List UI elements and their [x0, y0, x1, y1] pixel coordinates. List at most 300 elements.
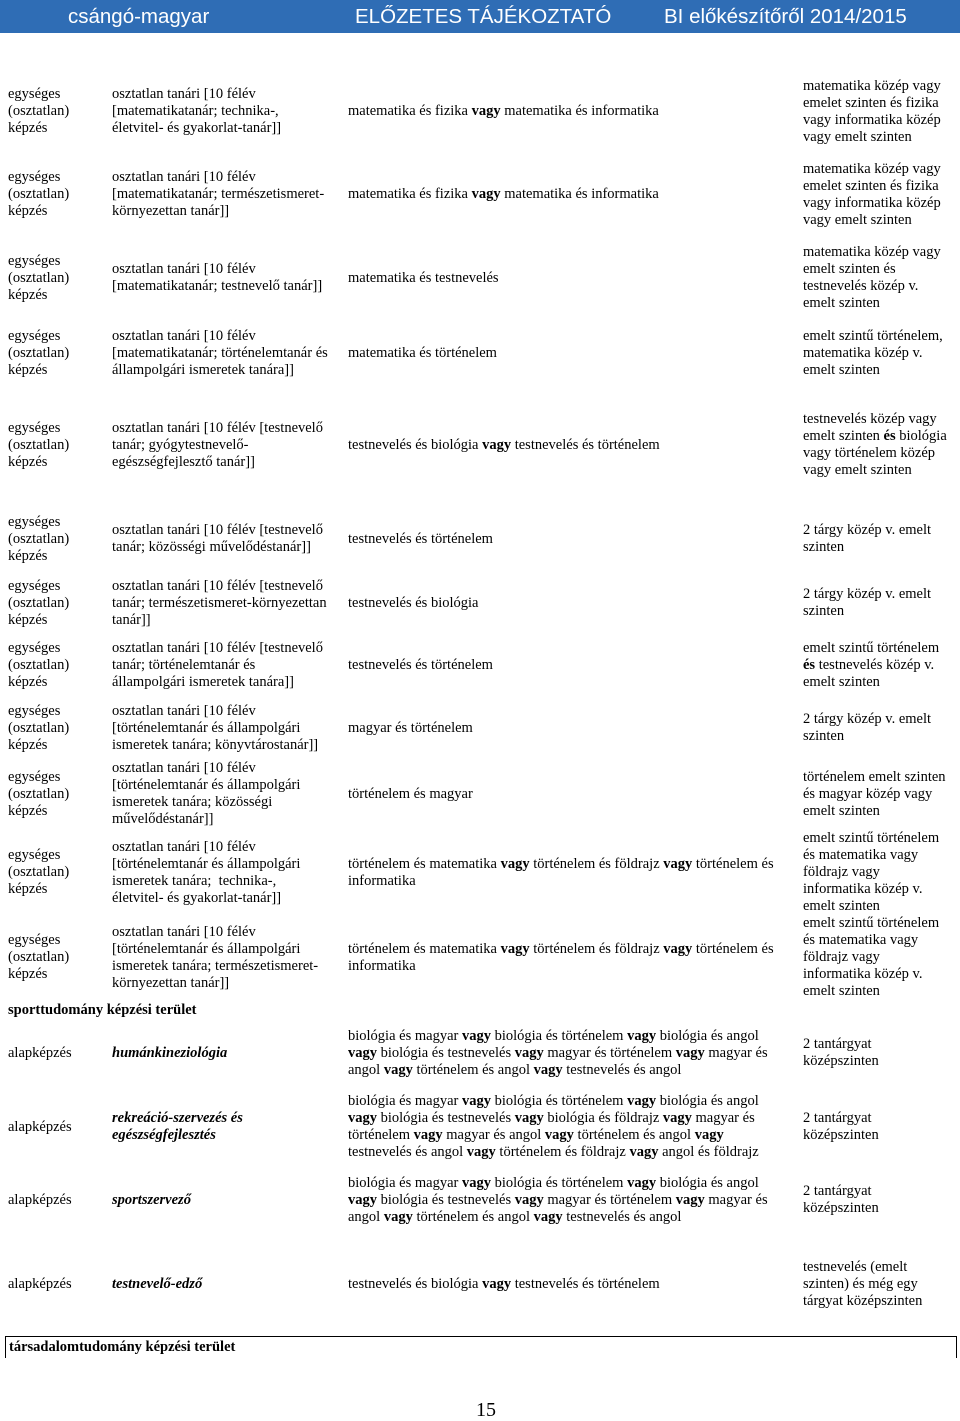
section-title: társadalomtudomány képzési terület [9, 1339, 236, 1355]
training-type-cell [8, 574, 108, 632]
cell-line: egységes [8, 327, 61, 344]
bold-connector: vagy [383, 1208, 413, 1225]
cell-line: (osztatlan) [8, 864, 70, 880]
cell-line: egységes [8, 577, 61, 594]
bold-connector: vagy [694, 1127, 724, 1143]
cell-line: vagy emelt szinten [803, 128, 912, 145]
training-type-cell [8, 386, 108, 504]
cell-line: állampolgári ismeretek tanára]] [112, 361, 294, 378]
exam-level-cell [803, 574, 957, 632]
cell-line: matematika és testnevelés [348, 269, 499, 286]
cell-line: emelt szintű történelem, [803, 327, 943, 344]
bold-connector: vagy [627, 1027, 657, 1044]
text-run: biológia [895, 428, 947, 444]
cell-line: magyar és történelem [348, 719, 473, 736]
cell-line: testnevelés és történelem [348, 656, 493, 673]
text-run: biológia és testnevelés [377, 1110, 515, 1126]
text-run: biológia és angol [656, 1027, 759, 1044]
text-run: testnevelés és történelem [511, 1275, 660, 1292]
training-type-cell [8, 504, 108, 574]
cell-line: tanár; természetismeret-környezettan [112, 594, 327, 611]
cell-line: informatika [348, 872, 416, 889]
text-run: matematika és fizika [348, 103, 472, 119]
cell-line [348, 856, 795, 873]
bold-connector: vagy [471, 186, 501, 202]
program-row [0, 830, 960, 915]
text-run: testnevelés és angol [562, 1208, 682, 1225]
cell-line: osztatlan tanári [10 félév [112, 261, 256, 277]
program-name-cell [112, 1020, 340, 1086]
program-name-cell [112, 386, 340, 504]
program-name-cell [112, 1168, 340, 1232]
bold-connector: vagy [466, 1144, 496, 1160]
required-subjects-cell [348, 153, 795, 236]
cell-line: emelt szinten [803, 673, 880, 690]
bold-connector: vagy [461, 1174, 491, 1191]
text-run: biológia és magyar [348, 1027, 462, 1044]
text-run: emelt szinten [803, 428, 884, 444]
section-row [0, 1000, 960, 1020]
cell-line: (osztatlan) [8, 594, 70, 611]
text-run: testnevelés és angol [348, 1144, 467, 1160]
cell-line: 2 tantárgyat [803, 1036, 872, 1052]
text-run: biológia és magyar [348, 1174, 462, 1191]
cell-line: földrajz vagy [803, 949, 880, 965]
program-name-cell [112, 236, 340, 320]
required-subjects-cell [348, 70, 795, 153]
cell-line [348, 1276, 795, 1293]
bold-connector: és [803, 656, 816, 673]
cell-line [348, 1045, 795, 1062]
cell-line: [matematikatanár; testnevelő tanár]] [112, 278, 323, 294]
text-run: történelem és angol [412, 1208, 534, 1225]
program-row [0, 632, 960, 698]
cell-line: környezettan tanár]] [112, 974, 230, 991]
cell-line: ismeretek tanára; technika-, [112, 872, 277, 889]
cell-line [348, 1093, 795, 1110]
training-type-cell [8, 320, 108, 386]
cell-line: egységes [8, 513, 61, 530]
cell-line: [történelemtanár és állampolgári [112, 855, 301, 872]
cell-line: képzés [8, 453, 48, 470]
cell-line: emelt szinten [803, 802, 880, 819]
cell-line: egységes [8, 847, 61, 863]
bold-connector: vagy [627, 1174, 657, 1191]
cell-line: tanár]] [112, 611, 151, 628]
cell-line: testnevelő-edző [112, 1275, 203, 1292]
training-type-cell [8, 153, 108, 236]
exam-level-cell [803, 1020, 957, 1086]
cell-line: képzés [8, 286, 48, 303]
cell-line: középszinten [803, 1200, 879, 1216]
training-type-cell [8, 915, 108, 1000]
cell-line: és magyar közép vagy [803, 785, 933, 802]
cell-line: (osztatlan) [8, 186, 70, 202]
program-name-cell [112, 153, 340, 236]
cell-line [348, 941, 795, 958]
required-subjects-cell [348, 1168, 795, 1232]
cell-line: szinten [803, 603, 845, 619]
cell-line: emelt szinten [803, 983, 880, 999]
cell-line [348, 1192, 795, 1209]
program-row [0, 1020, 960, 1086]
text-run: történelem és angol [412, 1061, 534, 1078]
cell-line: 2 tárgy közép v. emelt [803, 711, 932, 727]
cell-line: emelt szintű történelem [803, 639, 940, 656]
program-row [0, 574, 960, 632]
bold-connector: vagy [461, 1027, 491, 1044]
cell-line: középszinten [803, 1127, 879, 1143]
bold-connector: vagy [514, 1110, 544, 1126]
cell-line: egységes [8, 702, 61, 719]
bold-connector: vagy [544, 1127, 574, 1143]
cell-line: informatika közép v. [803, 966, 923, 982]
text-run: biológia és földrajz [543, 1110, 663, 1126]
required-subjects-cell [348, 574, 795, 632]
cell-line: testnevelés és biológia [348, 594, 479, 611]
cell-line: vagy informatika közép [803, 194, 941, 211]
cell-line: testnevelés (emelt [803, 1258, 908, 1275]
bold-connector: vagy [629, 1144, 659, 1160]
cell-line: környezettan tanár]] [112, 203, 230, 219]
cell-line: életvitel- és gyakorlat-tanár]] [112, 120, 282, 136]
cell-line: tanár; történelemtanár és [112, 656, 256, 673]
cell-line: [történelemtanár és állampolgári [112, 777, 301, 793]
text-run: történelem és földrajz [529, 940, 664, 957]
cell-line: egészségfejlesztő tanár]] [112, 453, 255, 470]
cell-line: állampolgári ismeretek tanára]] [112, 673, 294, 690]
bold-connector: vagy [514, 1191, 544, 1208]
bold-connector: vagy [482, 1275, 512, 1292]
cell-line: osztatlan tanári [10 félév [112, 86, 256, 102]
training-type-cell [8, 236, 108, 320]
header-left-title: csángó-magyar [68, 5, 210, 28]
cell-line: egységes [8, 86, 61, 102]
required-subjects-cell [348, 236, 795, 320]
cell-line: osztatlan tanári [10 félév [testnevelő [112, 639, 323, 656]
header-center-title: ELŐZETES TÁJÉKOZTATÓ [355, 5, 612, 28]
required-subjects-cell [348, 1086, 795, 1168]
cell-line: [matematikatanár; természetismeret- [112, 186, 325, 202]
cell-line [348, 1062, 795, 1079]
cell-line: testnevelés és történelem [348, 530, 493, 547]
cell-line: (osztatlan) [8, 436, 70, 453]
required-subjects-cell [348, 320, 795, 386]
cell-line: vagy emelt szinten [803, 211, 912, 228]
program-name-cell [112, 70, 340, 153]
text-run: történelem és földrajz [529, 855, 664, 872]
cell-line: matematika közép vagy [803, 244, 941, 260]
cell-line [348, 186, 795, 203]
text-run: angol és földrajz [658, 1144, 759, 1160]
cell-line: képzés [8, 120, 48, 136]
bold-connector: vagy [348, 1044, 377, 1061]
cell-line: osztatlan tanári [10 félév [112, 838, 256, 855]
cell-line: [matematikatanár; történelemtanár és [112, 344, 328, 361]
program-name-cell [112, 698, 340, 758]
program-row [0, 70, 960, 153]
text-run: biológia és történelem [490, 1027, 628, 1044]
page-number: 15 [476, 1399, 496, 1421]
cell-line: és matematika vagy [803, 932, 919, 948]
cell-line: emelt szinten és [803, 261, 896, 277]
bold-connector: vagy [500, 855, 530, 872]
text-run: angol [348, 1208, 384, 1225]
cell-line: (osztatlan) [8, 719, 70, 736]
program-name-cell [112, 632, 340, 698]
cell-line: osztatlan tanári [10 félév [112, 923, 256, 940]
bold-connector: és [883, 428, 896, 444]
text-run: történelem és [692, 855, 774, 872]
bold-connector: vagy [663, 940, 693, 957]
exam-level-cell [803, 1086, 957, 1168]
text-run: történelem és matematika [348, 855, 501, 872]
cell-line: emelt szinten [803, 361, 880, 378]
cell-line: [történelemtanár és állampolgári [112, 940, 301, 957]
program-row [0, 758, 960, 830]
bold-connector: vagy [471, 103, 501, 119]
cell-line: tárgyat középszinten [803, 1292, 923, 1309]
cell-line: [történelemtanár és állampolgári [112, 719, 301, 736]
cell-line: alapképzés [8, 1275, 72, 1292]
exam-level-cell [803, 504, 957, 574]
bold-connector: vagy [348, 1110, 377, 1126]
program-name-cell [112, 915, 340, 1000]
cell-line: képzés [8, 547, 48, 564]
cell-line [348, 1110, 795, 1127]
training-type-cell [8, 1020, 108, 1086]
cell-line: és matematika vagy [803, 847, 919, 863]
cell-line: matematika közép v. [803, 344, 923, 361]
bold-connector: vagy [675, 1191, 705, 1208]
cell-line: egységes [8, 639, 61, 656]
text-run: biológia és történelem [490, 1093, 628, 1109]
cell-line: szinten [803, 728, 845, 744]
text-run: angol [348, 1061, 384, 1078]
cell-line: ismeretek tanára; könyvtárostanár]] [112, 736, 319, 753]
exam-level-cell [803, 386, 957, 504]
text-run: matematika és informatika [500, 186, 659, 202]
program-row [0, 1232, 960, 1336]
text-run: matematika és fizika [348, 186, 472, 202]
training-type-cell [8, 1232, 108, 1336]
cell-line: képzés [8, 802, 48, 819]
cell-line: tanár; gyógytestnevelő- [112, 436, 249, 453]
cell-line: osztatlan tanári [10 félév [testnevelő [112, 522, 323, 538]
cell-line: egységes [8, 768, 61, 785]
training-type-cell [8, 70, 108, 153]
text-run: történelem és [692, 940, 774, 957]
cell-line: képzés [8, 881, 48, 897]
cell-line: emelt szinten [803, 898, 880, 914]
required-subjects-cell [348, 758, 795, 830]
cell-line [348, 437, 795, 454]
text-run: biológia és történelem [490, 1174, 628, 1191]
program-row [0, 504, 960, 574]
training-type-cell [8, 1086, 108, 1168]
cell-line: vagy emelt szinten [803, 462, 912, 478]
cell-line: egységes [8, 169, 61, 185]
cell-line: egészségfejlesztés [112, 1127, 216, 1143]
bold-connector: vagy [482, 436, 512, 453]
text-run: magyar és történelem [543, 1191, 676, 1208]
exam-level-cell [803, 1168, 957, 1232]
program-name-cell [112, 574, 340, 632]
cell-line: képzés [8, 203, 48, 219]
text-run: testnevelés és biológia [348, 1275, 483, 1292]
cell-line: vagy történelem közép [803, 445, 936, 461]
cell-line: emelet szinten és fizika [803, 177, 939, 194]
cell-line: alapképzés [8, 1191, 72, 1208]
program-name-cell [112, 758, 340, 830]
bold-connector: vagy [413, 1127, 443, 1143]
section-row [5, 1336, 957, 1358]
cell-line: osztatlan tanári [10 félév [testnevelő [112, 419, 323, 436]
program-row [0, 698, 960, 758]
training-type-cell [8, 698, 108, 758]
cell-line: képzés [8, 361, 48, 378]
text-run: magyar és [704, 1044, 768, 1061]
cell-line: tanár; közösségi művelődéstanár]] [112, 539, 311, 555]
cell-line: alapképzés [8, 1118, 72, 1135]
cell-line: testnevelés közép vagy [803, 411, 937, 427]
cell-line: művelődéstanár]] [112, 811, 214, 827]
bold-connector: vagy [662, 1110, 692, 1126]
cell-line: osztatlan tanári [10 félév [112, 327, 256, 344]
bold-connector: vagy [627, 1093, 657, 1109]
bold-connector: vagy [348, 1191, 377, 1208]
text-run: biológia és testnevelés [377, 1191, 515, 1208]
cell-line: rekreáció-szervezés és [112, 1110, 243, 1126]
exam-level-cell [803, 758, 957, 830]
program-row [0, 386, 960, 504]
cell-line: osztatlan tanári [10 félév [112, 760, 256, 776]
text-run: testnevelés és biológia [348, 436, 483, 453]
exam-level-cell [803, 915, 957, 1000]
program-row [0, 915, 960, 1000]
text-run: matematika és informatika [500, 103, 659, 119]
exam-level-cell [803, 153, 957, 236]
bold-connector: vagy [663, 855, 693, 872]
exam-level-cell [803, 698, 957, 758]
text-run: történelem és angol [573, 1127, 695, 1143]
cell-line: középszinten [803, 1053, 879, 1069]
training-type-cell [8, 758, 108, 830]
program-row [0, 1086, 960, 1168]
cell-line: 2 tantárgyat [803, 1183, 872, 1199]
program-row [0, 1168, 960, 1232]
cell-line: (osztatlan) [8, 656, 70, 673]
cell-line: (osztatlan) [8, 785, 70, 802]
cell-line: életvitel- és gyakorlat-tanár]] [112, 889, 282, 906]
cell-line: emelt szintű történelem [803, 915, 940, 931]
program-row [0, 153, 960, 236]
text-run: biológia és angol [656, 1093, 759, 1109]
cell-line: (osztatlan) [8, 269, 70, 286]
program-row [0, 236, 960, 320]
text-run: magyar és történelem [543, 1044, 676, 1061]
program-name-cell [112, 504, 340, 574]
cell-line: 2 tantárgyat [803, 1110, 872, 1126]
cell-line: (osztatlan) [8, 530, 70, 547]
cell-line: matematika közép vagy [803, 77, 941, 94]
cell-line: emelt szintű történelem [803, 830, 940, 846]
required-subjects-cell [348, 386, 795, 504]
exam-level-cell [803, 830, 957, 915]
cell-line: [matematikatanár; technika-, [112, 103, 279, 119]
cell-line [803, 428, 957, 445]
bold-connector: vagy [500, 940, 530, 957]
bold-connector: vagy [533, 1208, 563, 1225]
cell-line: képzés [8, 611, 48, 628]
header-right-title: BI előkészítőről 2014/2015 [664, 5, 907, 28]
text-run: magyar és [691, 1110, 755, 1126]
cell-line [348, 1144, 795, 1161]
bold-connector: vagy [383, 1061, 413, 1078]
training-type-cell [8, 830, 108, 915]
cell-line: képzés [8, 673, 48, 690]
required-subjects-cell [348, 830, 795, 915]
program-row [0, 320, 960, 386]
cell-line: osztatlan tanári [10 félév [112, 702, 256, 719]
training-type-cell [8, 632, 108, 698]
cell-line: egységes [8, 252, 61, 269]
text-run: testnevelés közép v. [815, 656, 935, 673]
cell-line: testnevelés közép v. [803, 278, 919, 294]
cell-line [348, 1209, 795, 1226]
program-name-cell [112, 1086, 340, 1168]
cell-line: osztatlan tanári [10 félév [112, 169, 256, 185]
program-name-cell [112, 320, 340, 386]
text-run: biológia és testnevelés [377, 1044, 515, 1061]
bold-connector: vagy [675, 1044, 705, 1061]
training-type-cell [8, 1168, 108, 1232]
exam-level-cell [803, 1232, 957, 1336]
cell-line: informatika [348, 957, 416, 974]
cell-line: 2 tárgy közép v. emelt [803, 522, 932, 538]
cell-line: földrajz vagy [803, 864, 880, 880]
program-name-cell [112, 830, 340, 915]
cell-line: történelem emelt szinten [803, 768, 946, 785]
cell-line: szinten [803, 539, 845, 555]
cell-line: (osztatlan) [8, 103, 70, 119]
required-subjects-cell [348, 504, 795, 574]
bold-connector: vagy [533, 1061, 563, 1078]
text-run: történelem és matematika [348, 940, 501, 957]
cell-line [348, 1175, 795, 1192]
program-name-cell [112, 1232, 340, 1336]
cell-line: alapképzés [8, 1044, 72, 1061]
cell-line: képzés [8, 736, 48, 753]
bold-connector: vagy [461, 1093, 491, 1109]
cell-line [348, 1028, 795, 1045]
cell-line: képzés [8, 966, 48, 982]
cell-line: szinten) és még egy [803, 1275, 918, 1292]
cell-line: ismeretek tanára; közösségi [112, 794, 273, 810]
required-subjects-cell [348, 632, 795, 698]
cell-line: egységes [8, 419, 61, 436]
cell-line [348, 1127, 795, 1144]
cell-line: emelet szinten és fizika [803, 94, 939, 111]
text-run: testnevelés és történelem [511, 436, 660, 453]
text-run: magyar és [704, 1191, 768, 1208]
cell-line: ismeretek tanára; természetismeret- [112, 957, 319, 974]
required-subjects-cell [348, 1020, 795, 1086]
cell-line [348, 103, 795, 120]
exam-level-cell [803, 632, 957, 698]
cell-line: vagy informatika közép [803, 111, 941, 128]
cell-line: (osztatlan) [8, 949, 70, 965]
